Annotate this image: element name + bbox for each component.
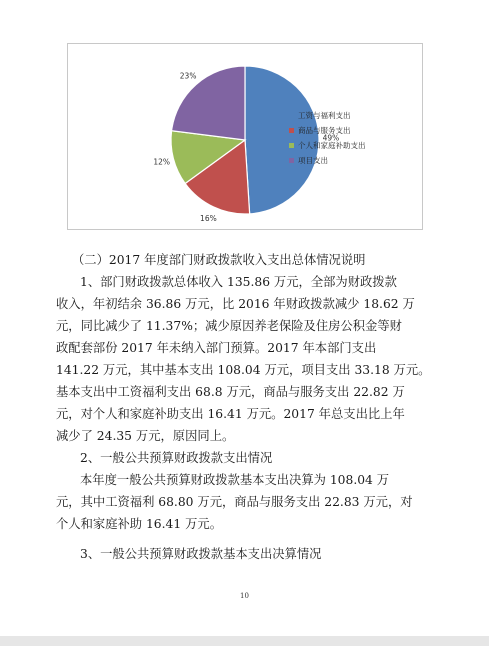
subheading: 3、一般公共预算财政拨款基本支出决算情况 xyxy=(80,547,322,561)
paragraph-line xyxy=(56,293,436,315)
paragraph-line-text: 1、部门财政拨款总体收入 135.86 万元，全部为财政拨款 xyxy=(80,275,397,289)
paragraph-line xyxy=(56,425,436,447)
paragraph-line-text: 元，同比减少了 11.37%；减少原因养老保险及住房公积金等财 xyxy=(56,319,402,333)
paragraph-line xyxy=(56,491,436,513)
paragraph-line-text: 141.22 万元，其中基本支出 108.04 万元，项目支出 33.18 万元。 xyxy=(56,363,431,377)
chart-legend xyxy=(289,108,419,168)
paragraph-line xyxy=(56,381,436,403)
paragraph-line-text: 政配套部份 2017 年未纳入部门预算。2017 年本部门支出 xyxy=(56,341,377,355)
paragraph-line xyxy=(56,469,436,491)
slice-label: 49% xyxy=(322,133,340,143)
legend-label: 个人和家庭补助支出 xyxy=(298,141,366,150)
paragraph-line xyxy=(56,337,436,359)
paragraph-line-text: 元，其中工资福利 68.80 万元，商品与服务支出 22.83 万元，对 xyxy=(56,495,413,509)
legend-swatch xyxy=(289,143,294,148)
paragraph-line xyxy=(56,271,436,293)
pie-chart xyxy=(67,43,423,230)
paragraph-line xyxy=(56,315,436,337)
legend-label: 工资与福利支出 xyxy=(298,111,351,120)
paragraph-line xyxy=(56,513,436,535)
legend-swatch xyxy=(289,113,294,118)
section-heading: （二）2017 年度部门财政拨款收入支出总体情况说明 xyxy=(72,253,366,267)
legend-swatch xyxy=(289,128,294,133)
slice-label: 16% xyxy=(200,213,217,223)
paragraph-line-text: 元，对个人和家庭补助支出 16.41 万元。2017 年总支出比上年 xyxy=(56,407,405,421)
legend-item xyxy=(289,138,419,153)
legend-swatch xyxy=(289,158,294,163)
paragraph-line-text: 基本支出中工资福利支出 68.8 万元，商品与服务支出 22.82 万 xyxy=(56,385,405,399)
slice-label: 23% xyxy=(179,71,197,81)
paragraph-line-text: 减少了 24.35 万元，原因同上。 xyxy=(56,429,235,443)
paragraph-line xyxy=(56,359,436,381)
legend-label: 项目支出 xyxy=(298,156,328,165)
subheading: 2、一般公共预算财政拨款支出情况 xyxy=(80,451,273,465)
legend-item xyxy=(289,123,419,138)
legend-label: 商品与服务支出 xyxy=(298,126,351,135)
paragraph-line-text: 收入，年初结余 36.86 万元，比 2016 年财政拨款减少 18.62 万 xyxy=(56,297,415,311)
legend-item xyxy=(289,153,419,168)
legend-item xyxy=(289,108,419,123)
page-number: 10 xyxy=(240,592,249,600)
document-body xyxy=(56,249,436,565)
paragraph-line-text: 本年度一般公共预算财政拨款基本支出决算为 108.04 万 xyxy=(80,473,390,487)
page-footer-bar xyxy=(0,636,489,646)
paragraph-line xyxy=(56,403,436,425)
paragraph-line-text: 个人和家庭补助 16.41 万元。 xyxy=(56,517,222,531)
slice-label: 12% xyxy=(153,157,171,167)
